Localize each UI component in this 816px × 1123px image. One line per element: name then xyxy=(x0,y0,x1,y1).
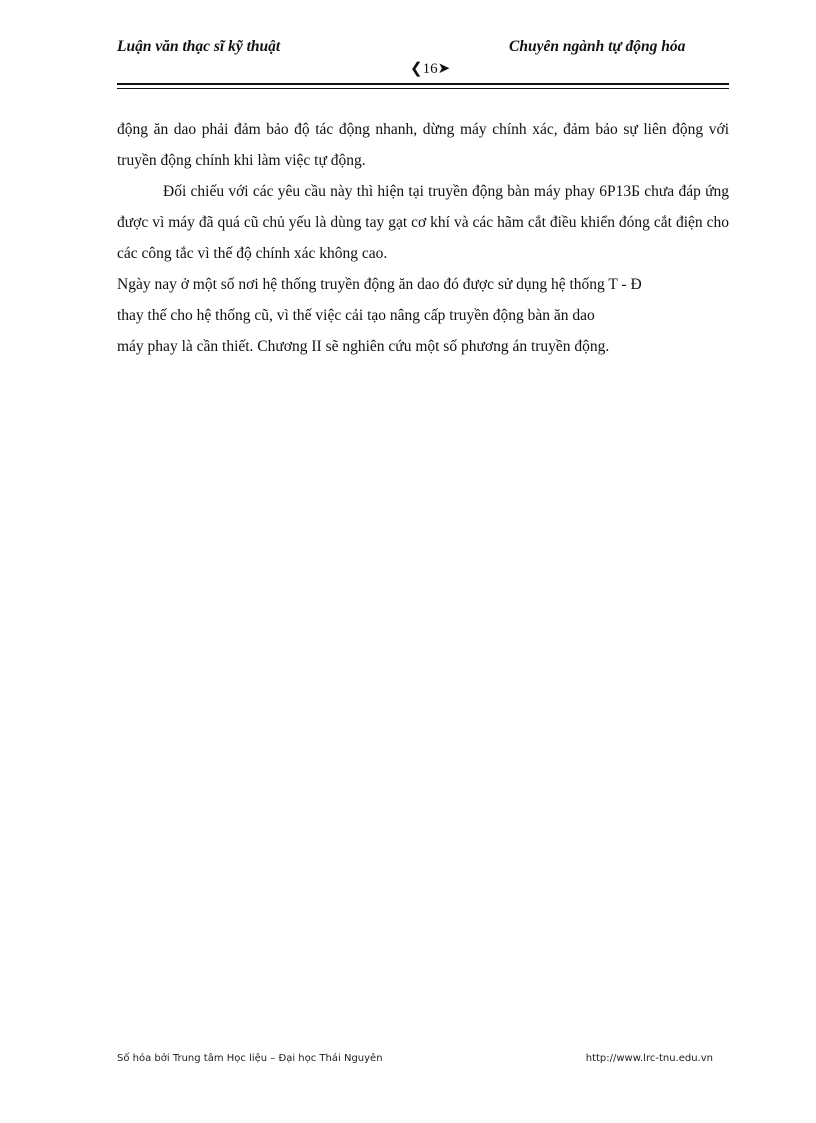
page-number xyxy=(410,59,450,78)
page-number-left-arrow-icon: ❮ xyxy=(410,61,423,77)
header-left-title: Luận văn thạc sĩ kỹ thuật xyxy=(117,38,281,55)
header-rule-thin xyxy=(117,88,729,89)
paragraph-2: Đối chiếu với các yêu cầu này thì hiện tại truyền động bàn máy phay 6P13Б chưa đáp ứng được vì máy đã quá cũ chủ yếu là dùng tay gạt cơ khí và các hãm cắt điều khiển đóng cắt điện cho các công tắc vì thế độ chính xác không cao. xyxy=(117,183,729,262)
paragraph-3-line-3: máy phay là cần thiết. Chương II sẽ nghiên cứu một số phương án truyền động. xyxy=(117,338,610,355)
paragraph-1: động ăn dao phải đảm bảo độ tác động nhanh, dừng máy chính xác, đảm bảo sự liên động với truyền động chính khi làm việc tự động. xyxy=(117,121,729,169)
header-right-title: Chuyên ngành tự động hóa xyxy=(509,38,686,55)
footer-source-text: Số hóa bởi Trung tâm Học liệu – Đại học Thái Nguyên xyxy=(117,1053,383,1064)
footer-url: http://www.lrc-tnu.edu.vn xyxy=(585,1053,713,1064)
paragraph-3-line-2: thay thế cho hệ thống cũ, vì thế việc cải tạo nâng cấp truyền động bàn ăn dao xyxy=(117,307,595,324)
header-rule-thick xyxy=(117,83,729,85)
page-number-right-arrow-icon: ➤ xyxy=(437,61,451,77)
paragraph-3-line-1: Ngày nay ở một số nơi hệ thống truyền động ăn dao đó được sử dụng hệ thống T - Đ xyxy=(117,276,642,293)
page-body xyxy=(117,114,729,362)
page-header xyxy=(117,38,729,88)
page-number-value: 16 xyxy=(422,61,438,77)
